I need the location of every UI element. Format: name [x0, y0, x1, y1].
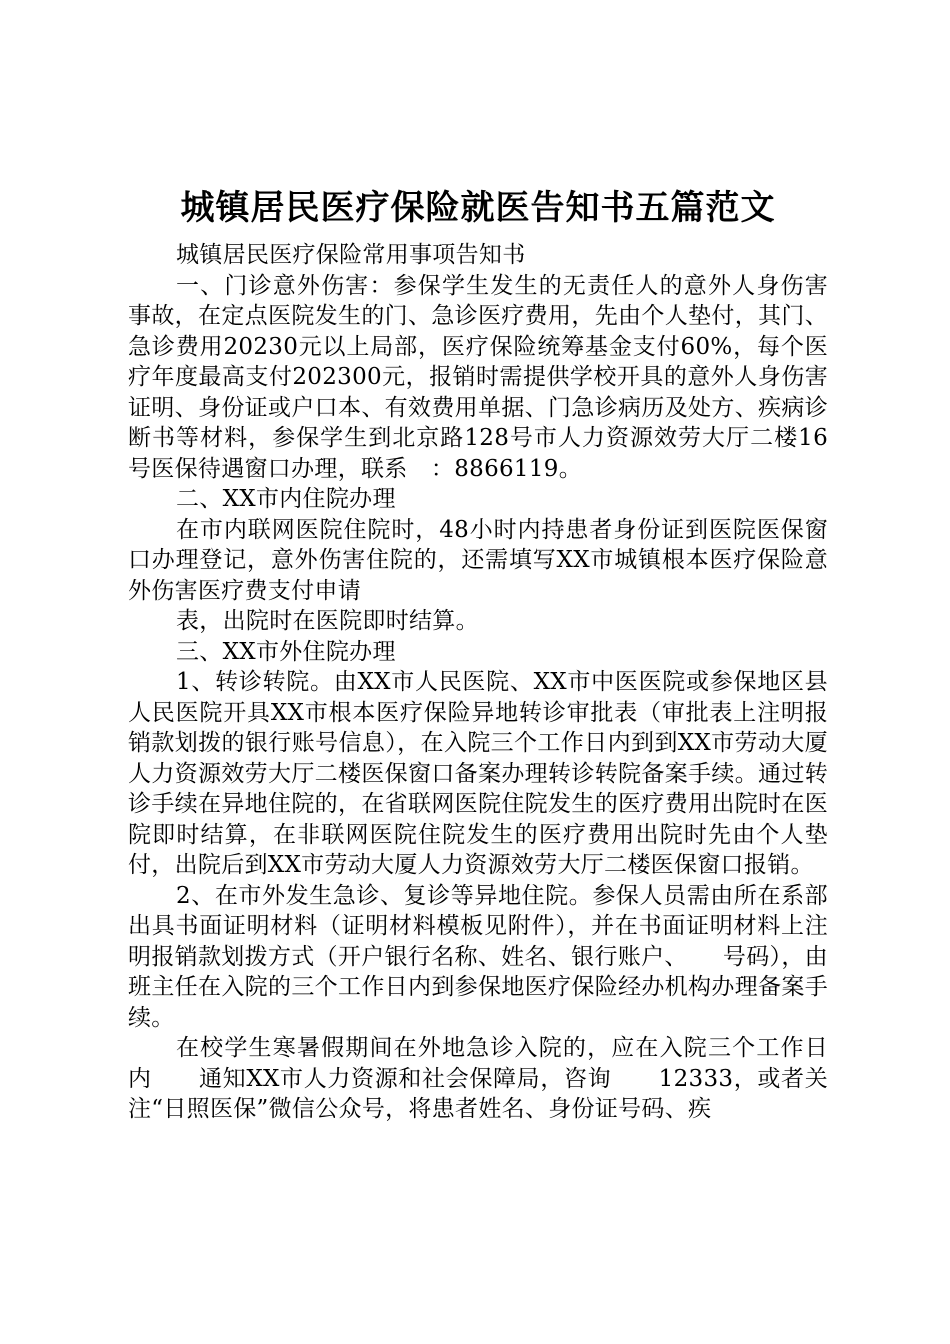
referral-transfer-paragraph: 1、转诊转院。由XX市人民医院、XX市中医医院或参保地区县人民医院开具XX市根本医疗保险异地转诊审批表（审批表上注明报销款划拨的银行账号信息），在入院三个工作日内到到XX市劳动大厦人力资源效劳大厅二楼医保窗口备案办理转诊转院备案手续。通过转诊手续在异地住院的，在省联网医院住院发生的医疗费用出院时在医院即时结算，在非联网医院住院发生的医疗费用出院时先由个人垫付，出院后到XX市劳动大厦人力资源效劳大厅二楼医保窗口报销。 — [128, 669, 828, 878]
document-title: 城镇居民医疗保险就医告知书五篇范文 — [180, 188, 776, 228]
section-heading-offsite-hospitalization: 三、XX市外住院办理 — [176, 638, 396, 665]
subtitle-paragraph: 城镇居民医疗保险常用事项告知书 — [176, 242, 526, 268]
vacation-emergency-paragraph: 在校学生寒暑假期间在外地急诊入院的，应在入院三个工作日内 通知XX市人力资源和社会保障局，咨询 12333，或者关注“日照医保”微信公众号，将患者姓名、身份证号码、疾 — [128, 1035, 828, 1122]
outpatient-injury-paragraph: 一、门诊意外伤害：参保学生发生的无责任人的意外人身伤害事故，在定点医院发生的门、急诊医疗费用，先由个人垫付，其门、急诊费用20230元以上局部，医疗保险统筹基金支付60%，每个医疗年度最高支付202300元，报销时需提供学校开具的意外人身伤害证明、身份证或户口本、有效费用单据、门急诊病历及处方、疾病诊断书等材料，参保学生到北京路128号市人力资源效劳大厅二楼16号医保待遇窗口办理，联系 ：8866119。 — [128, 272, 828, 482]
emergency-offsite-paragraph: 2、在市外发生急诊、复诊等异地住院。参保人员需由所在系部出具书面证明材料（证明材料模板见附件），并在书面证明材料上注明报销款划拨方式（开户银行名称、姓名、银行账户、 号码），由班主任在入院的三个工作日内到参保地医疗保险经办机构办理备案手续。 — [128, 882, 828, 1031]
document-body — [128, 240, 828, 1125]
local-hospitalization-paragraph: 在市内联网医院住院时，48小时内持患者身份证到医院医保窗口办理登记，意外伤害住院的，还需填写XX市城镇根本医疗保险意外伤害医疗费支付申请 — [128, 516, 828, 604]
local-hospitalization-continued: 表，出院时在医院即时结算。 — [176, 608, 479, 634]
section-heading-local-hospitalization: 二、XX市内住院办理 — [176, 486, 396, 512]
